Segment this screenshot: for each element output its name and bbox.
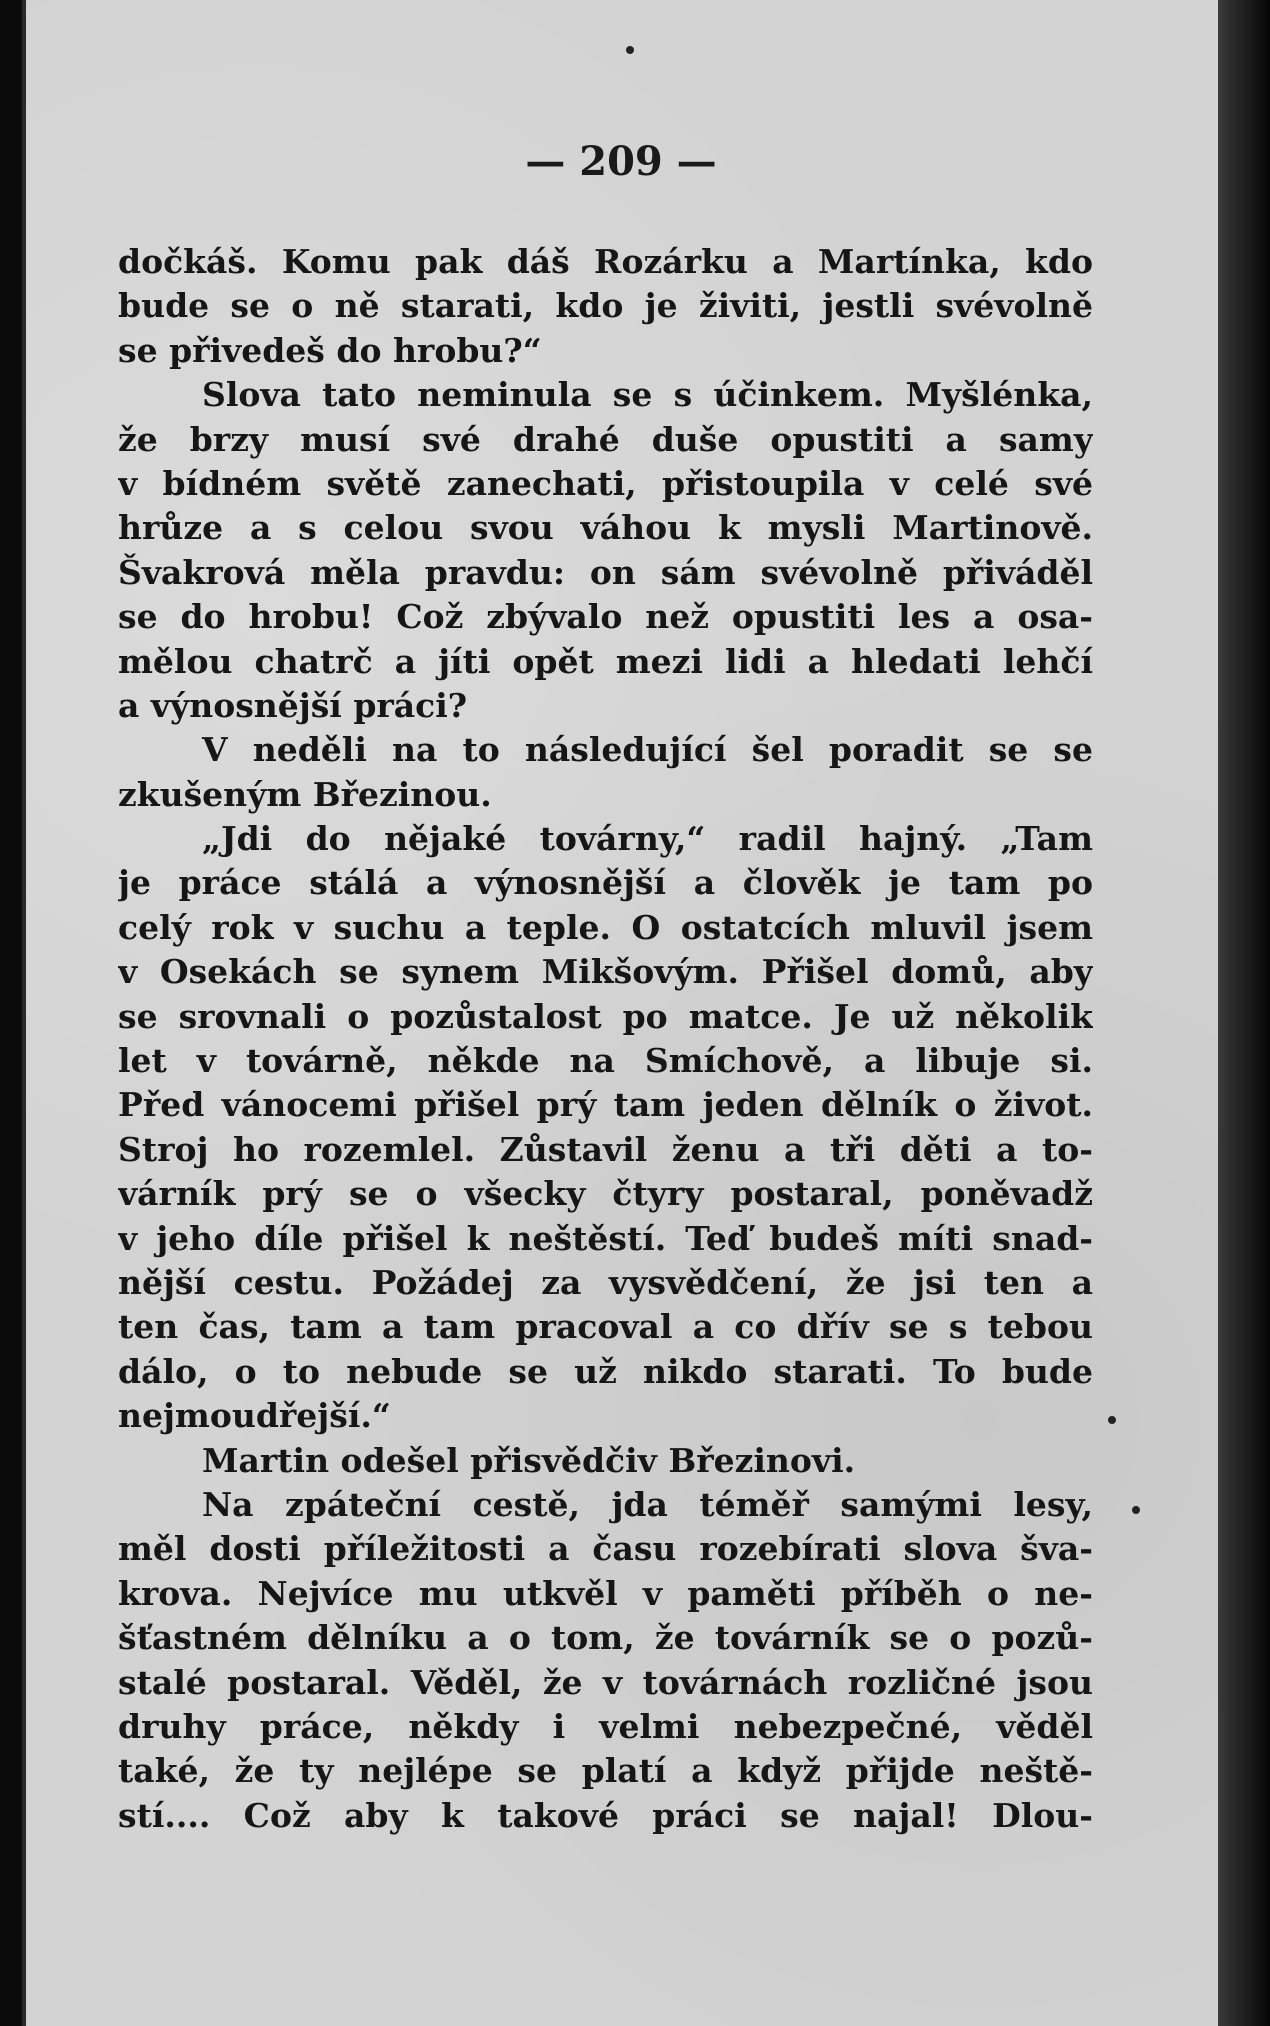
text-line: hrůze a s celou svou váhou k mysli Martinově. xyxy=(118,508,1093,548)
text-line: se do hrobu! Což zbývalo než opustiti les a osa- xyxy=(118,597,1093,637)
text-line: druhy práce, někdy i velmi nebezpečné, věděl xyxy=(118,1706,1093,1746)
text-line: Martin odešel přisvědčiv Březinovi. xyxy=(202,1440,856,1480)
text-line: Na zpáteční cestě, jda téměř samými lesy, xyxy=(202,1484,1093,1524)
text-line: mělou chatrč a jíti opět mezi lidi a hledati lehčí xyxy=(118,641,1093,681)
body-text xyxy=(118,240,1093,1838)
text-line: v Osekách se synem Mikšovým. Přišel domů, aby xyxy=(118,952,1093,992)
text-line: ten čas, tam a tam pracoval a co dřív se s tebou xyxy=(118,1307,1093,1347)
text-line: „Jdi do nějaké továrny,“ radil hajný. „Tam xyxy=(202,819,1093,859)
text-line: se přivedeš do hrobu?“ xyxy=(118,330,542,370)
text-line: a výnosnější práci? xyxy=(118,685,468,725)
text-line: dálo, o to nebude se už nikdo starati. To bude xyxy=(118,1351,1093,1391)
text-line: také, že ty nejlépe se platí a když přijde neště- xyxy=(118,1751,1093,1791)
text-line: že brzy musí své drahé duše opustiti a samy xyxy=(118,419,1093,459)
text-line: nější cestu. Požádej za vysvědčení, že jsi ten a xyxy=(118,1262,1093,1302)
text-line: nejmoudřejší.“ xyxy=(118,1396,391,1436)
text-line: je práce stálá a výnosnější a člověk je tam po xyxy=(118,863,1093,903)
text-line: Slova tato neminula se s účinkem. Myšlénka, xyxy=(202,375,1093,415)
text-line: várník prý se o všecky čtyry postaral, poněvadž xyxy=(118,1174,1093,1214)
text-line: v jeho díle přišel k neštěstí. Teď budeš míti snad- xyxy=(118,1218,1093,1258)
text-line: Švakrová měla pravdu: on sám svévolně přiváděl xyxy=(118,552,1093,592)
text-line: měl dosti příležitosti a času rozebírati slova šva- xyxy=(118,1529,1093,1569)
text-line: se srovnali o pozůstalost po matce. Je už několik xyxy=(118,996,1093,1036)
text-line: zkušeným Březinou. xyxy=(118,774,492,814)
ink-speck xyxy=(1108,1416,1116,1424)
ink-speck xyxy=(1132,1506,1140,1514)
text-line: V neděli na to následující šel poradit se se xyxy=(202,730,1093,770)
book-page xyxy=(22,0,1220,2026)
page-number: — 209 — xyxy=(525,138,717,185)
text-line: šťastném dělníku a o tom, že továrník se o pozů- xyxy=(118,1618,1093,1658)
ink-speck xyxy=(626,46,634,54)
text-line: Stroj ho rozemlel. Zůstavil ženu a tři děti a to- xyxy=(118,1129,1093,1169)
text-line: Před vánocemi přišel prý tam jeden dělník o život. xyxy=(118,1085,1093,1125)
text-line: v bídném světě zanechati, přistoupila v celé své xyxy=(118,463,1093,503)
text-line: stí.... Což aby k takové práci se najal! Dlou- xyxy=(118,1795,1093,1835)
text-line: krova. Nejvíce mu utkvěl v paměti příběh o ne- xyxy=(118,1573,1093,1613)
text-line: let v továrně, někde na Smíchově, a libuje si. xyxy=(118,1041,1093,1081)
page-left-edge xyxy=(22,0,26,2026)
text-line: dočkáš. Komu pak dáš Rozárku a Martínka, kdo xyxy=(118,242,1093,281)
text-line: celý rok v suchu a teple. O ostatcích mluvil jsem xyxy=(118,907,1093,947)
text-line: bude se o ně starati, kdo je živiti, jestli svévolně xyxy=(118,286,1093,326)
book-gutter-shadow xyxy=(1218,0,1270,2026)
text-line: stalé postaral. Věděl, že v továrnách rozličné jsou xyxy=(118,1662,1093,1702)
